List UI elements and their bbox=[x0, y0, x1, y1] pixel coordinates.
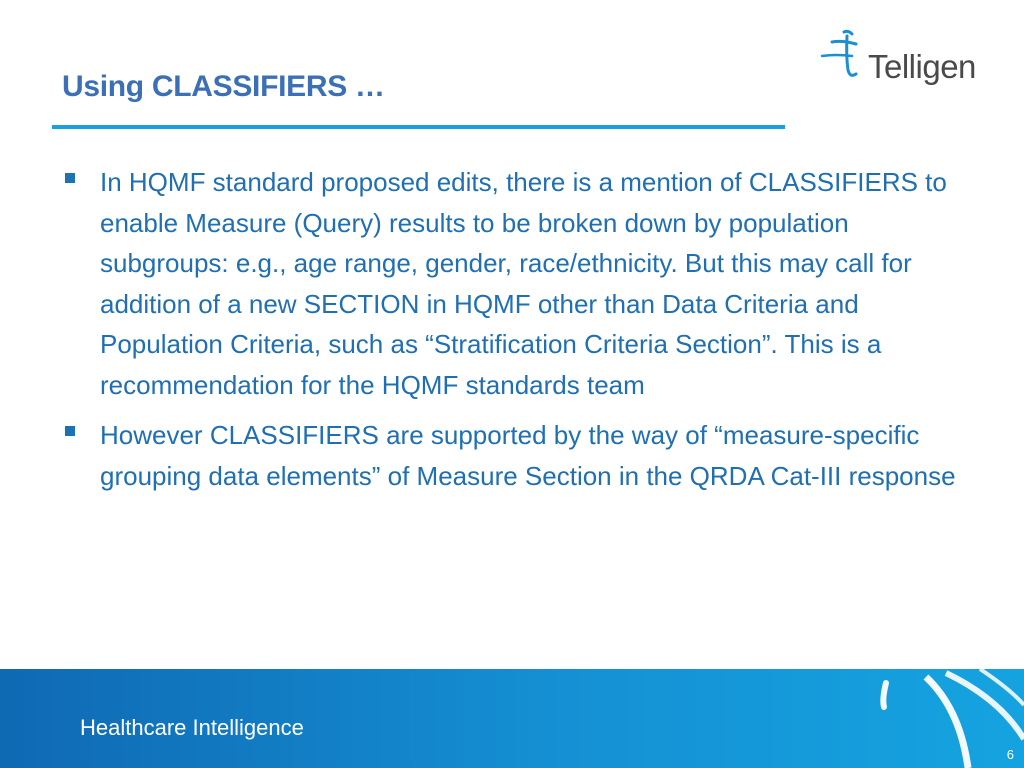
bullet-text: In HQMF standard proposed edits, there is a mention of CLASSIFIERS to enable Measure (Query) results to be broken down by population subgroups: e.g., age range, gender, race/ethnicity. But this may call for addition of a new SECTION in HQMF other than Data Criteria and Population Criteria, such as “Stratification Criteria Section”. This is a recommendation for the HQMF standards team bbox=[100, 167, 947, 400]
bullet-list bbox=[62, 162, 962, 506]
title-underline bbox=[52, 125, 785, 129]
footer-band bbox=[0, 669, 1024, 768]
decorative-arcs-icon bbox=[860, 669, 1024, 768]
bullet-item bbox=[62, 162, 962, 405]
square-bullet-icon bbox=[65, 426, 75, 436]
bullet-text: However CLASSIFIERS are supported by the way of “measure-specific grouping data elements” of Measure Section in the QRDA Cat-III response bbox=[100, 420, 956, 491]
telligen-logo bbox=[818, 26, 978, 92]
slide-title: Using CLASSIFIERS … bbox=[62, 70, 385, 103]
footer-tagline: Healthcare Intelligence bbox=[80, 715, 304, 740]
page-number: 6 bbox=[1006, 747, 1014, 762]
logo-wordmark: Telligen bbox=[868, 48, 976, 85]
square-bullet-icon bbox=[65, 173, 75, 183]
bullet-item bbox=[62, 415, 962, 496]
